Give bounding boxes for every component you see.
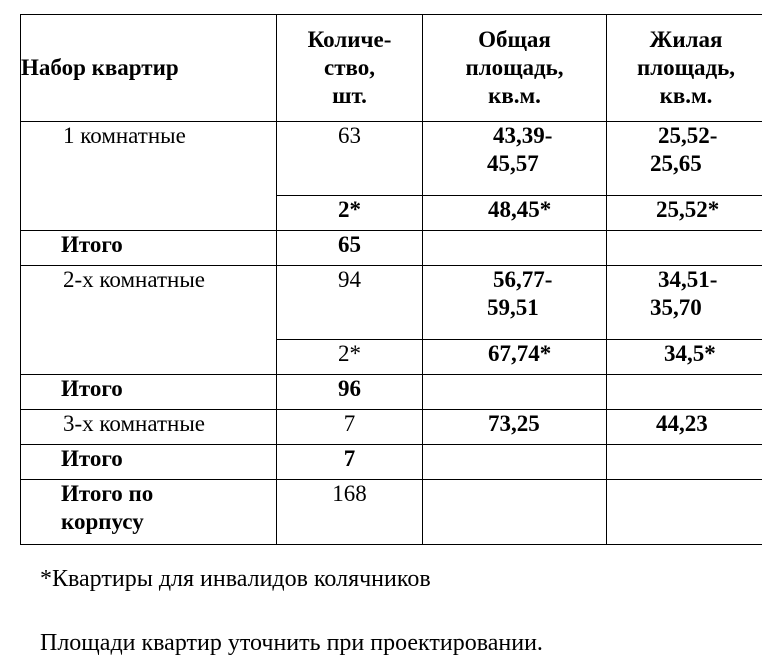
empty-cell bbox=[607, 231, 762, 266]
living-area-cell: 34,51- 35,70 bbox=[607, 266, 762, 340]
empty-cell bbox=[423, 480, 607, 545]
table-row bbox=[21, 122, 762, 196]
empty-cell bbox=[423, 231, 607, 266]
grand-total-qty: 168 bbox=[277, 480, 423, 545]
table-header-row bbox=[21, 15, 762, 122]
empty-cell bbox=[423, 445, 607, 480]
header-living-area: Жилая площадь, кв.м. bbox=[607, 15, 762, 122]
living-area-cell: 34,5* bbox=[607, 340, 762, 375]
subtotal-row bbox=[21, 445, 762, 480]
qty-cell: 7 bbox=[277, 410, 423, 445]
total-area-cell: 67,74* bbox=[423, 340, 607, 375]
empty-cell bbox=[607, 375, 762, 410]
living-area-cell: 25,52* bbox=[607, 196, 762, 231]
table-row bbox=[21, 266, 762, 340]
grand-total-label: Итого по корпусу bbox=[21, 480, 277, 545]
total-area-cell: 43,39- 45,57 bbox=[423, 122, 607, 196]
qty-cell: 94 bbox=[277, 266, 423, 340]
footnote-disabled: *Квартиры для инвалидов колячников bbox=[40, 566, 431, 592]
total-area-cell: 48,45* bbox=[423, 196, 607, 231]
header-set: Набор квартир bbox=[21, 15, 277, 122]
subtotal-row bbox=[21, 231, 762, 266]
row-label: 1 комнатные bbox=[21, 122, 277, 231]
qty-cell: 2* bbox=[277, 196, 423, 231]
row-label: 3-х комнатные bbox=[21, 410, 277, 445]
empty-cell bbox=[607, 480, 762, 545]
subtotal-label: Итого bbox=[21, 231, 277, 266]
total-area-cell: 56,77- 59,51 bbox=[423, 266, 607, 340]
qty-cell: 63 bbox=[277, 122, 423, 196]
note-areas: Площади квартир уточнить при проектировании. bbox=[40, 630, 543, 656]
subtotal-row bbox=[21, 375, 762, 410]
subtotal-label: Итого bbox=[21, 375, 277, 410]
subtotal-qty: 7 bbox=[277, 445, 423, 480]
living-area-cell: 44,23 bbox=[607, 410, 762, 445]
subtotal-qty: 96 bbox=[277, 375, 423, 410]
header-qty: Количе- ство, шт. bbox=[277, 15, 423, 122]
grand-total-row bbox=[21, 480, 762, 545]
apartments-table bbox=[20, 14, 762, 545]
total-area-cell: 73,25 bbox=[423, 410, 607, 445]
empty-cell bbox=[423, 375, 607, 410]
living-area-cell: 25,52- 25,65 bbox=[607, 122, 762, 196]
empty-cell bbox=[607, 445, 762, 480]
header-total-area: Общая площадь, кв.м. bbox=[423, 15, 607, 122]
row-label: 2-х комнатные bbox=[21, 266, 277, 375]
subtotal-qty: 65 bbox=[277, 231, 423, 266]
table-row bbox=[21, 410, 762, 445]
subtotal-label: Итого bbox=[21, 445, 277, 480]
qty-cell: 2* bbox=[277, 340, 423, 375]
